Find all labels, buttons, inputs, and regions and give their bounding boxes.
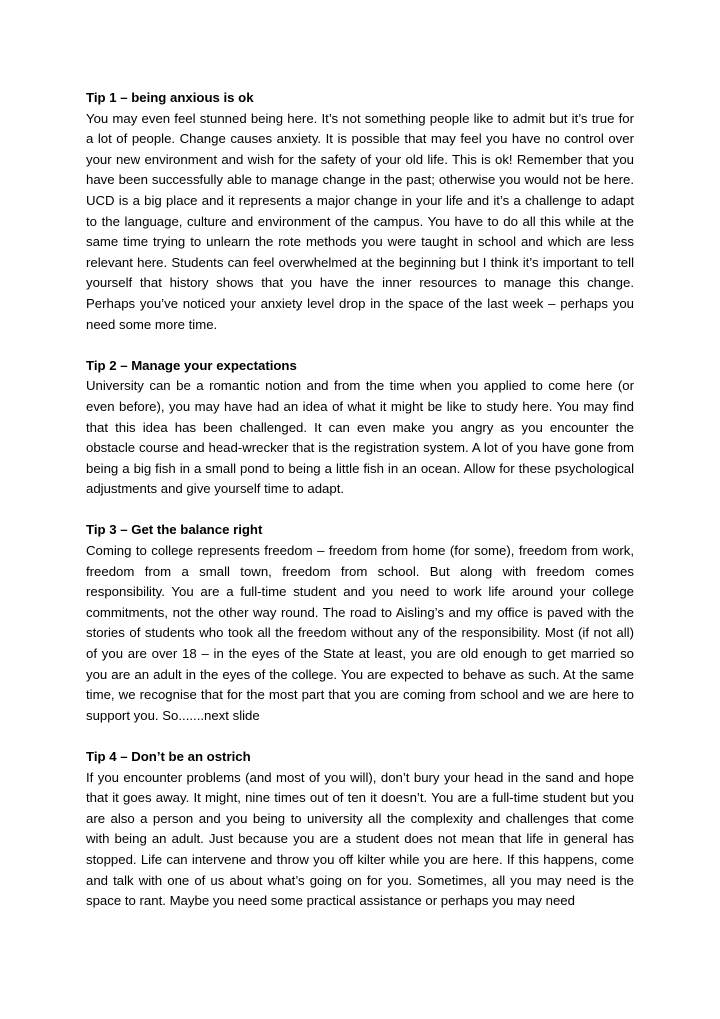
- tip-section-4: [86, 747, 634, 912]
- tip-1-paragraph: You may even feel stunned being here. It’s not something people like to admit but it’s true for a lot of people. Change causes anxiety. It is possible that may feel you have no control over your new environment and wish for the safety of your old life. This is ok! Remember that you have been successfully able to manage change in the past; otherwise you would not be here. UCD is a big place and it represents a major change in your life and it’s a challenge to adapt to the language, culture and environment of the campus. You have to do all this while at the same time trying to unlearn the rote methods you were taught in school and which are less relevant here. Students can feel overwhelmed at the beginning but I think it’s important to tell yourself that history shows that you have the inner resources to manage this change. Perhaps you’ve noticed your anxiety level drop in the space of the last week – perhaps you need some more time.: [86, 110, 634, 332]
- tip-3-paragraph: Coming to college represents freedom – freedom from home (for some), freedom from work, freedom from a small town, freedom from school. But along with freedom comes responsibility. You are a full-time student and you need to work life around your college commitments, not the other way round. The road to Aisling’s and my office is paved with the stories of students who took all the freedom without any of the responsibility. Most (if not all) of you are over 18 – in the eyes of the State at least, you are old enough to get married so you are an adult in the eyes of the college. You are expected to behave as such. At the same time, we recognise that for the most part that you are coming from school and we are here to support you. So.......next slide: [86, 543, 634, 723]
- tip-3-heading: Tip 3 – Get the balance right: [86, 522, 263, 538]
- tip-section-2: [86, 356, 634, 500]
- tip-2-heading: Tip 2 – Manage your expectations: [86, 357, 297, 373]
- document-page: [86, 88, 634, 932]
- tip-1-heading: Tip 1 – being anxious is ok: [86, 90, 254, 105]
- tip-2-paragraph: University can be a romantic notion and from the time when you applied to come here (or even before), you may have had an idea of what it might be like to study here. You may find that this idea has been challenged. It can even make you angry as you encounter the obstacle course and head-wrecker that is the registration system. A lot of you have gone from being a big fish in a small pond to being a little fish in an ocean. Allow for these psychological adjustments and give yourself time to adapt.: [86, 378, 634, 497]
- tip-section-1: [86, 88, 634, 335]
- tip-4-paragraph: If you encounter problems (and most of you will), don’t bury your head in the sand and hope that it goes away. It might, nine times out of ten it doesn’t. You are a full-time student but you are also a person and you being to university all the complexity and challenges that come with being an adult. Just because you are a student does not mean that life in general has stopped. Life can intervene and throw you off kilter while you are here. If this happens, come and talk with one of us about what’s going on for you. Sometimes, all you may need is the space to rant. Maybe you need some practical assistance or perhaps you may need: [86, 769, 634, 909]
- tip-4-heading: Tip 4 – Don’t be an ostrich: [86, 749, 251, 764]
- tip-section-3: [86, 520, 634, 726]
